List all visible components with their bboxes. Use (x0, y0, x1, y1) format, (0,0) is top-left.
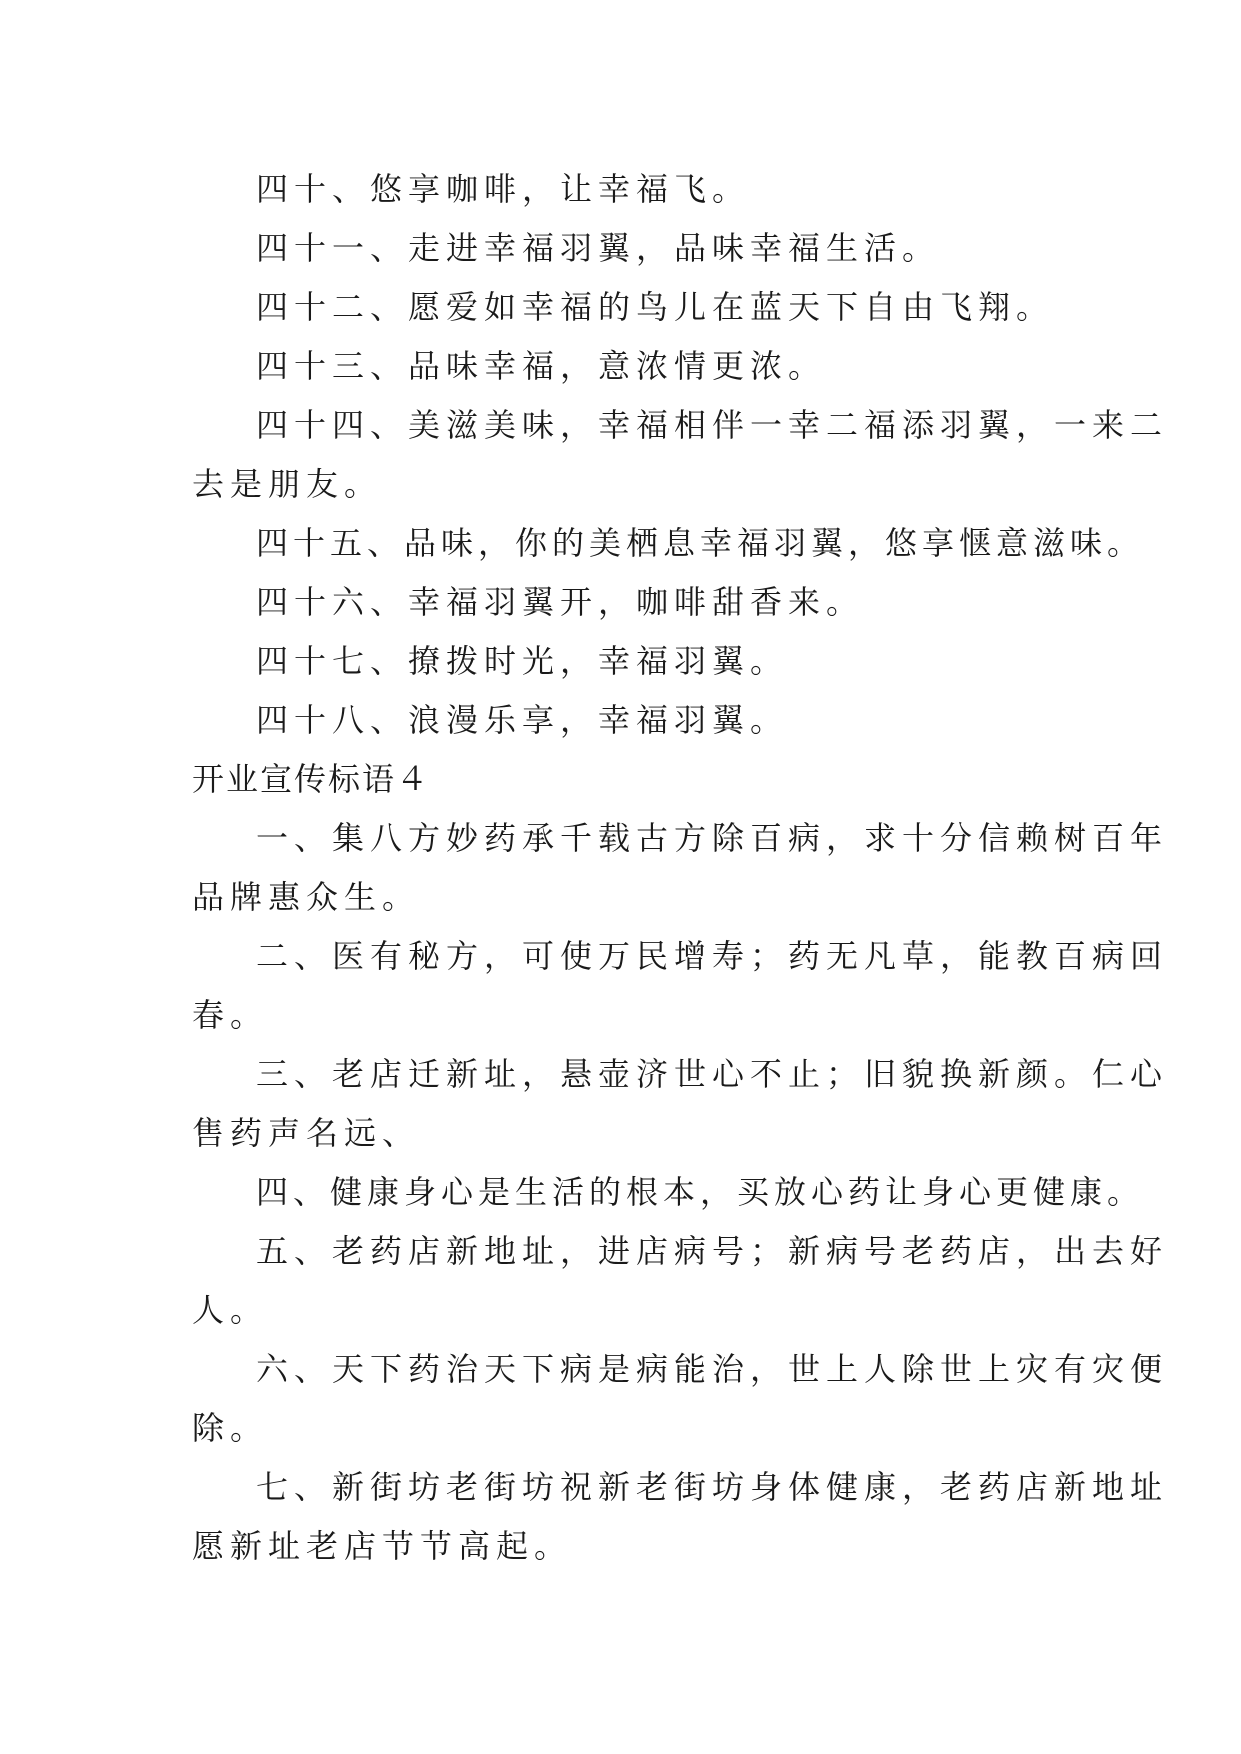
item-1-line2: 品牌惠众生。 (192, 878, 421, 916)
slogan-43: 四十三、品味幸福，意浓情更浓。 (256, 347, 827, 385)
item-5-line1: 五、老药店新地址，进店病号；新病号老药店，出去好 (256, 1232, 1169, 1270)
item-7-line1: 七、新街坊老街坊祝新老街坊身体健康，老药店新地址 (256, 1468, 1169, 1506)
item-6-line1: 六、天下药治天下病是病能治，世上人除世上灾有灾便 (256, 1350, 1169, 1388)
slogan-46: 四十六、幸福羽翼开，咖啡甜香来。 (256, 583, 865, 621)
slogan-41: 四十一、走进幸福羽翼，品味幸福生活。 (256, 229, 941, 267)
slogan-40: 四十、悠享咖啡，让幸福飞。 (256, 170, 751, 208)
item-2-line2: 春。 (192, 996, 269, 1034)
item-4: 四、健康身心是生活的根本，买放心药让身心更健康。 (256, 1173, 1145, 1211)
slogan-45: 四十五、品味，你的美栖息幸福羽翼，悠享惬意滋味。 (256, 524, 1145, 562)
slogan-44-line1: 四十四、美滋美味，幸福相伴一幸二福添羽翼，一来二 (256, 406, 1169, 444)
slogan-42: 四十二、愿爱如幸福的鸟儿在蓝天下自由飞翔。 (256, 288, 1055, 326)
slogan-44-line2: 去是朋友。 (192, 465, 383, 503)
item-6-line2: 除。 (192, 1409, 269, 1447)
document-body (192, 160, 1169, 1576)
item-3-line2: 售药声名远、 (192, 1114, 421, 1152)
slogan-47: 四十七、撩拨时光，幸福羽翼。 (256, 642, 789, 680)
item-2-line1: 二、医有秘方，可使万民增寿；药无凡草，能教百病回 (256, 937, 1169, 975)
item-1-line1: 一、集八方妙药承千载古方除百病，求十分信赖树百年 (256, 819, 1169, 857)
item-7-line2: 愿新址老店节节高起。 (192, 1527, 573, 1565)
section-heading: 开业宣传标语４ (192, 760, 431, 798)
item-5-line2: 人。 (192, 1291, 269, 1329)
slogan-48: 四十八、浪漫乐享，幸福羽翼。 (256, 701, 789, 739)
item-3-line1: 三、老店迁新址，悬壶济世心不止；旧貌换新颜。仁心 (256, 1055, 1169, 1093)
